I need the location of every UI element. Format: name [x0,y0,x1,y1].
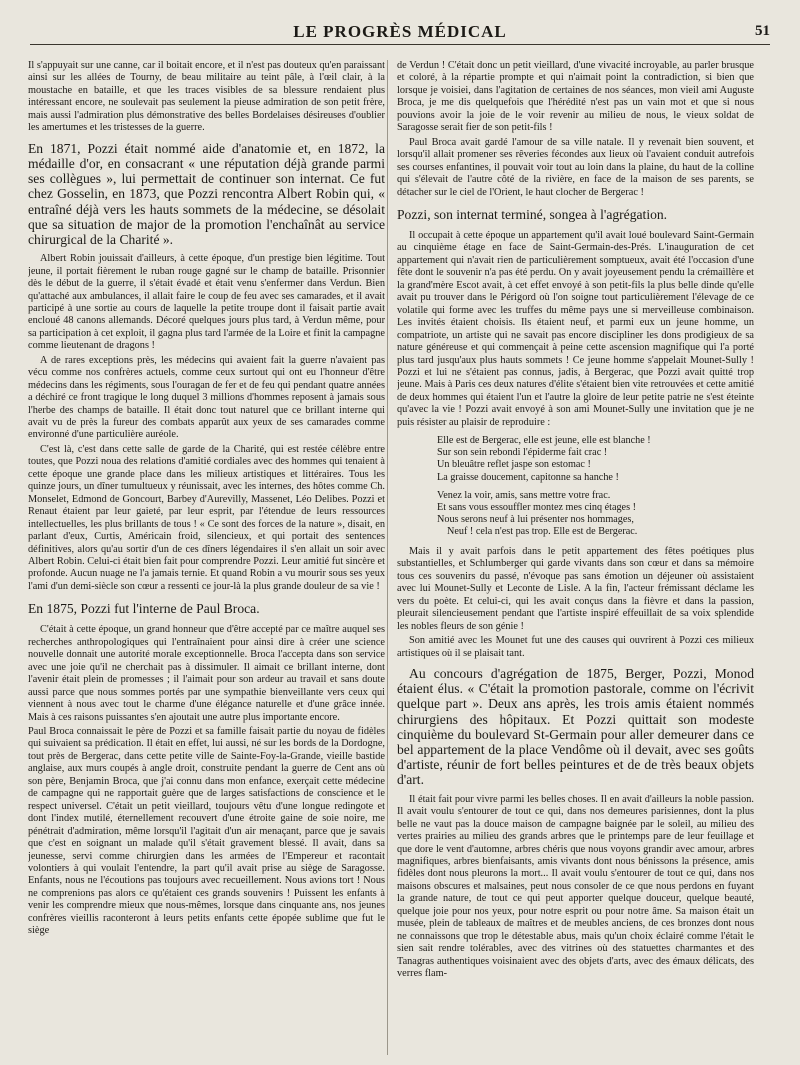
poem-line: Neuf ! cela n'est pas trop. Elle est de Bergerac. [447,525,638,537]
paragraph: Son amitié avec les Mounet fut une des causes qui ouvrirent à Pozzi ces milieux artistiques où il se plaisait tant. [397,635,754,659]
paragraph: C'est là, c'est dans cette salle de garde de la Charité, qui est restée célèbre entre toutes, que Pozzi noua des relations d'amitié cordiales avec des hommes qui tenaient à cette époque une grande place dans les milieux artistiques et littéraires. Tous les quinze jours, un dîner tumultueux y réunissait, avec les internes, des hôtes comme Ch. Monselet, Edmond de Goncourt, Barbey d'Aurevilly, Massenet, Léo Delibes. Pozzi et Renaut étaient par leur gaieté, par leur esprit, par l'étendue de leurs ressources intellectuelles, les plus brillants de tous ! « Ce sont des forces de la nature », disait, en parlant d'eux, Curtis, Américain froid, silencieux, et qui portait des sentences définitives, alors qu'au sortir d'un de ces dîners légendaires il s'en allait un soir avec Albert Robin. Celui-ci était bien fait pour comprendre Pozzi. Leur amitié fut sincère et profonde. Aucun nuage ne l'a jamais ternie. Et quand Robin a vu mourir sous ses yeux l'ami d'un demi-siècle son cœur a ressenti ce jour-là la plus grande douleur de sa vie ! [28,443,385,592]
poem-line: Sur son sein rebondi l'épiderme fait crac ! [437,447,608,459]
paragraph: de Verdun ! C'était donc un petit vieillard, d'une vivacité incroyable, au parler brusque et coloré, à la répartie prompte et qui n'aimait point la contradiction, si bien que lorsque je voisiei, dans l'agitation de certaines de nos séances, mon vieil ami Auguste Broca, je me dis quelquefois que l'hérédité n'est pas un vain mot et que si nous pouvions avoir la joie de le voir revenir au milieu de nous, le vieux soldat de Saragosse serait fier de son petit-fils ! [397,60,754,134]
poem-line: Venez la voir, amis, sans mettre votre frac. [437,489,611,501]
paragraph: Paul Broca avait gardé l'amour de sa ville natale. Il y revenait bien souvent, et lorsqu'il allait promener ses rêveries fécondes aux lieux où l'avaient conduit autrefois ses courses enfantines, il pouvait voir tout au loin dans la plaine, du haut de la colline qui s'élevait de l'autre côté de la rivière, en face de la maison de ses parents, se détacher sur le ciel de l'Orient, le haut clocher de Bergerac ! [397,136,754,198]
poem-line: Elle est de Bergerac, elle est jeune, elle est blanche ! [437,435,651,447]
running-head: LE PROGRÈS MÉDICAL [293,22,507,41]
paragraph: Albert Robin jouissait d'ailleurs, à cette époque, d'un prestige bien légitime. Tout jeune, il portait fièrement le ruban rouge gagné sur le champ de bataille. Prisonnier dès le début de la guerre, il s'était évadé et était venu s'enfermer dans Verdun. Bien qu'attaché aux ambulances, il allait faire le coup de feu avec ses camarades, et il avait participé à une sortie au cours de laquelle la petite troupe dont il faisait partie avait encloué 48 canons allemands. Décoré quelques jours plus tard, à Verdun même, pour sa participation à cet exploit, il gagna plus tard l'armée de la Loire et finit la campagne comme lieutenant de dragons ! [28,253,385,352]
paragraph: Il était fait pour vivre parmi les belles choses. Il en avait d'ailleurs la noble passion. Il avait voulu s'entourer de tout ce qui, dans nos demeures parisiennes, dont la plus belle ne vaut pas la douce maison de campagne baignée par le soleil, au milieu des vertes prairies au milieu des grands arbres que le printemps pare de leur feuillage et que dore le vent d'automne, arbres chéris que nous voyons grandir avec amour, arbres magnifiques, arbres bienfaisants, amis vivants dont nous bénissons la présence, amis fidèles dont nous pleurons la mort... Il avait voulu s'entourer de tout ce qui, dans nos maisons obscures et malsaines, peut nous consoler de ce que nous perdons en fuyant la grande nature, de tout ce qui peut apporter quelque douceur, quelque beauté, quelque joie pour nos yeux, pour notre esprit ou pour notre âme. Sa maison était un musée, plein de tableaux de maîtres et de meubles anciens, de ces bronzes dont nous ne connaissons que trop le détestable abus, mais qu'un choix éclairé comme l'était le sien sait rendre tolérables, avec des vitrines où des statuettes charmantes et des Tanagras authentiques voisinaient avec des objets d'arts, avec des émaux délicats, des verres flam- [397,793,754,980]
paragraph: Mais il y avait parfois dans le petit appartement des fêtes poétiques plus substantielles, et Schlumberger qui garde vivants dans son cœur et dans sa mémoire tous ces souvenirs du passé, n'évoque pas sans émotion un déjeuner où assistaient avec lui Mounet-Sully et Leconte de Lisle. A la fin, l'acteur frémissant déclame les vers du poète. Et celui-ci, qui les avait conçus dans la fièvre et dans la passion, pleurait silencieusement pendant que l'artiste inspiré effeuillait de sa voix splendide les nobles fleurs de son génie ! [397,545,754,632]
paragraph-large: En 1871, Pozzi était nommé aide d'anatomie et, en 1872, la médaille d'or, en consacrant « une réputation déjà grande parmi ses collègues », lui permettait de continuer son internat. Ce fut chez Gosselin, en 1873, que Pozzi rencontra Albert Robin qui, « entraîné déjà vers les hauts sommets de la médecine, se désolait que sa situation de major de la promotion l'enchaînât au service chirurgical de la Charité ». [28,140,385,247]
page-number: 51 [755,23,770,39]
poem-stanza [437,490,754,538]
poem-line: Et sans vous essouffler montez mes cinq étages ! [437,501,636,513]
right-column [397,60,754,1055]
column-divider [387,60,388,1055]
page-header [30,22,770,45]
section-heading: Pozzi, son internat terminé, songea à l'agrégation. [397,206,668,222]
poem-line: La graisse doucement, capitonne sa hanche ! [437,471,619,483]
paragraph: Paul Broca connaissait le père de Pozzi et sa famille faisait partie du noyau de fidèles qui suivaient sa prédication. Il était en effet, lui aussi, né sur les bords de la Dordogne, tout près de Bergerac, dans cette petite ville de Sainte-Foy-la-Grande, vieille bastide anglaise, aux murs coupés à angle droit, construite pendant la guerre de Cent ans où son père, Benjamin Broca, que j'ai connu dans mon enfance, exerçait cette médecine de campagne qui ne rapportait guère que de larges satisfactions de conscience et le respect universel. C'était un petit vieillard, toujours vêtu d'une longue redingote et dont l'index mutilé, éternellement recouvert d'une étroite gaine de soie noire, me pénétrait d'admiration, même lorsqu'il l'agitait d'un air menaçant, parce que je savais que c'est en soignant un malade qu'il s'était gravement blessé. Il avait, dans sa jeunesse, servi comme chirurgien dans les armées de l'Empereur et racontait volontiers à qui voulait l'entendre, la part qu'il avait prise au siège de Saragosse. Enfants, nous ne l'écoutions pas toujours avec recueillement. Nous avions tort ! Nous ne comprenions pas alors ce qu'étaient ces grands souvenirs ! Puissent les enfants à venir les comprendre mieux que nous-mêmes, lorsque dans cinquante ans, nos jeunes confrères vieillis raconteront à leurs petits enfants cette épopée sublime que fut le siège [28,726,385,937]
paragraph-large: Au concours d'agrégation de 1875, Berger, Pozzi, Monod étaient élus. « C'était la promotion pastorale, comme on l'écrivit quelque part ». Deux ans après, les trois amis étaient nommés chirurgiens des hôpitaux. Et Pozzi quittait son modeste cinquième du boulevard St-Germain pour aller demeurer dans ce bel appartement de la place Vendôme où il devait, avec ses goûts d'artiste, réunir de fort belles peintures et de de très beaux objets d'art. [397,666,754,788]
paragraph: Il occupait à cette époque un appartement qu'il avait loué boulevard Saint-Germain au cinquième étage en face de Saint-Germain-des-Prés. L'inauguration de cet appartement qui n'avait rien de particulièrement somptueux, avait été l'occasion d'une fête dont le souvenir n'a pas été perdu. On y avait joyeusement pendu la crémaillère et la grand'mère Escot avait, à cet effet envoyé à son petit-fils la plus belle dinde qu'elle avait pu trouver dans le Périgord où l'on soigne tout particulièrement l'élevage de ce volatile qui forme avec les truffes du même pays une si merveilleuse combinaison. Les invités étaient choisis. Ils étaient neuf, et parmi eux un jeune homme, un compatriote, un artiste qui ne savait pas encore discipliner les dons prodigieux de sa nature généreuse et qui commençait à peine cette ascension magnifique qui l'a porté plus tard jusqu'aux plus hauts sommets ! Ce jeune homme s'appelait Mounet-Sully ! Pozzi et lui ne s'étaient pas connus, jadis, à Bergerac, que Pozzi avait quitté trop jeune. Mais à Paris ces deux natures d'élite s'étaient bien vite retrouvées et cette amitié de deux hommes qui étaient l'un et l'autre la gloire de leur petite patrie ne s'est éteinte qu'avec la vie ! Pozzi avait envoyé à son ami Mounet-Sully une invitation que je ne puis résister au plaisir de reproduire : [397,229,754,428]
poem-line: Nous serons neuf à lui présenter nos hommages, [437,513,634,525]
paragraph: C'était à cette époque, un grand honneur que d'être accepté par ce maître auquel ses recherches anthropologiques qui l'entraînaient pour ainsi dire à créer une science nouvelle donnait une autorité morale exceptionnelle. Broca l'accepta dans son service avec une joie qu'il ne cherchait pas à dissimuler. Il aimait ce brillant interne, dont l'avenir était plein de promesses ; il l'aimait pour son ardeur au travail et sans doute aussi parce que nous sommes portés par une sympathie bienveillante vers ceux qui viennent à nous avec tout le charme d'une élégance naturelle et d'une grâce innée. Mais à ces raisons puissantes s'en ajoutait une autre plus importante encore. [28,624,385,723]
poem-line: Un bleuâtre reflet jaspe son estomac ! [437,459,591,471]
left-column [28,60,385,1055]
poem [437,435,754,538]
section-heading: En 1875, Pozzi fut l'interne de Paul Broca. [28,601,260,617]
poem-stanza [437,435,754,483]
paragraph: Il s'appuyait sur une canne, car il boitait encore, et il n'est pas douteux qu'en paraissant ainsi sur les allées de Tourny, de beau militaire au teint pâle, à l'œil clair, à la moustache en bataille, et que les traces visibles de sa blessure rendaient plus intéressant encore, ne soulevait pas seulement la pieuse admiration de son petit frère, mais aussi l'admiration plus démonstrative des belles Bordelaises désireuses d'oublier les amertumes et les tristesses de la guerre. [28,60,385,134]
paragraph: A de rares exceptions près, les médecins qui avaient fait la guerre n'avaient pas vécu comme nos confrères actuels, comme ceux surtout qui ont eu l'honneur d'être médecins dans les régiments, sous l'ouragan de fer et de feu qui pendant quatre années a déchiré ce front tragique le long duquel 3 millions d'hommes reposent à jamais sous l'herbe des champs de bataille. Il était donc tout naturel que ce brillant interne qui avait vu de près la fureur des combats apparût aux yeux de ses camarades comme environné d'une particulière auréole. [28,354,385,441]
